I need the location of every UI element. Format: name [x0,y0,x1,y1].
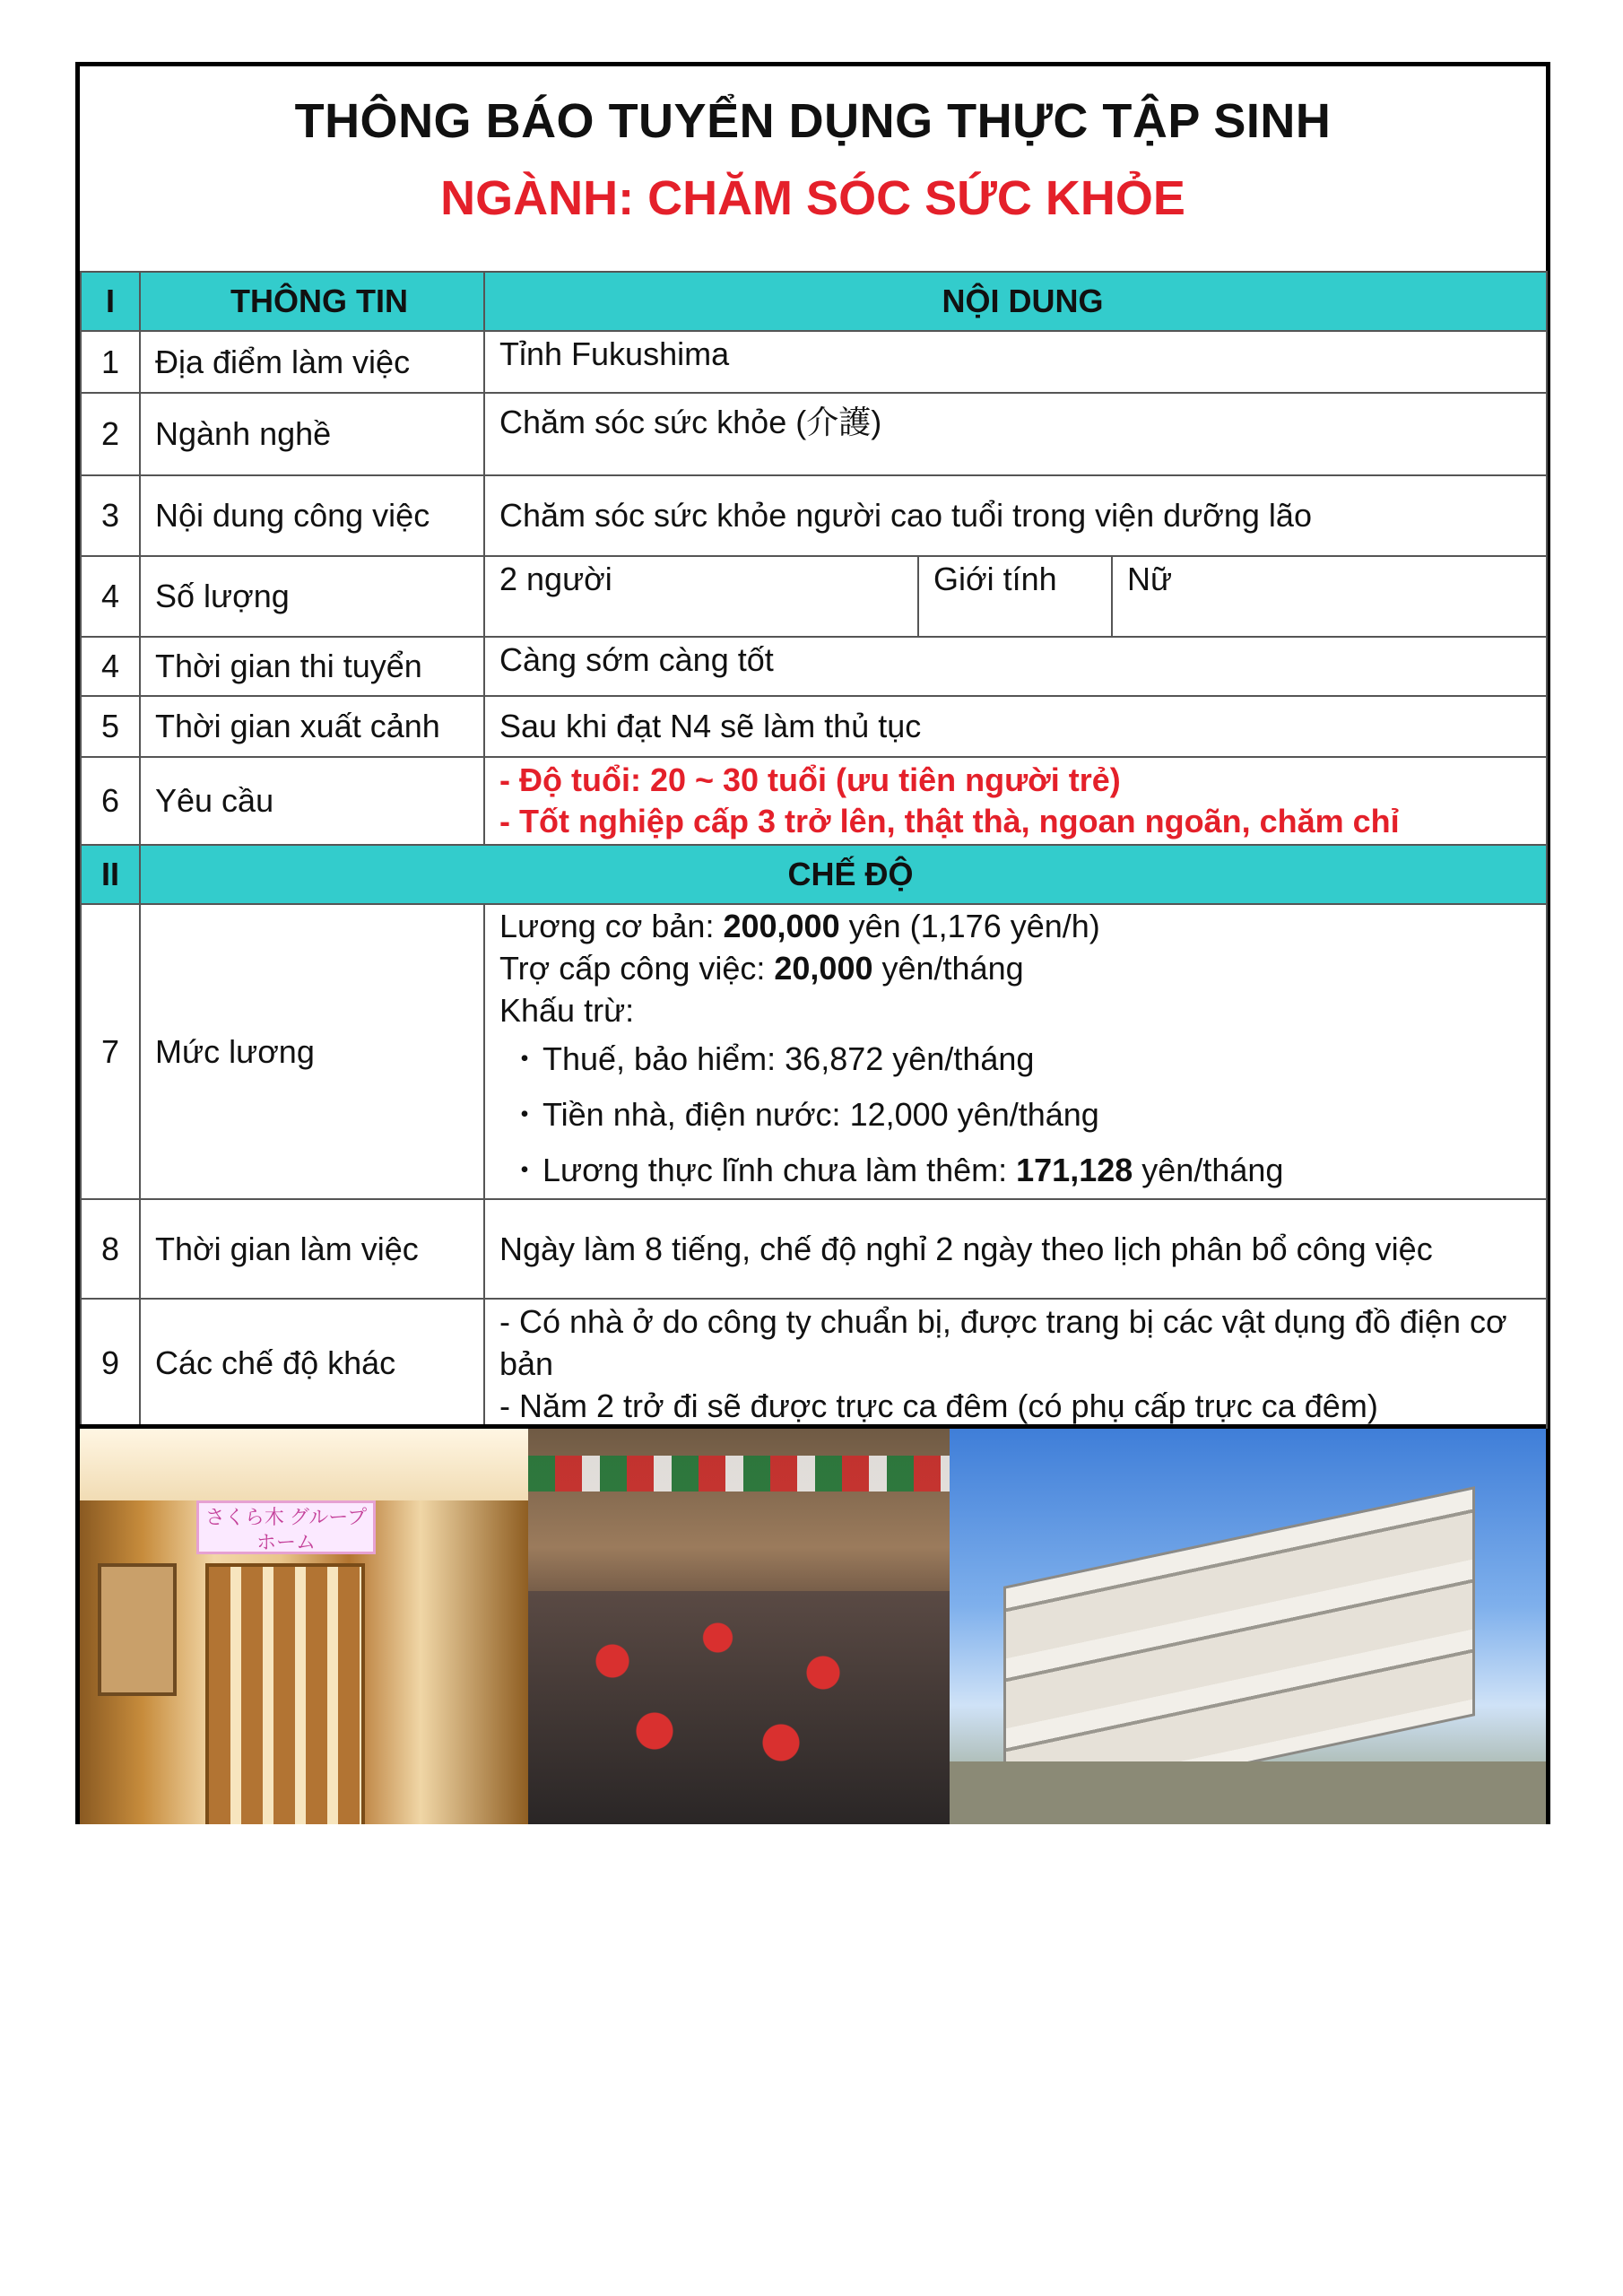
photo-strip [80,1424,1546,1824]
bullet-icon: ・ [508,1096,542,1133]
table-row [81,556,1547,637]
row-label: Địa điểm làm việc [140,331,484,393]
deduction-housing [499,1087,1546,1143]
elderly-residents [528,1591,950,1824]
column-header-content: NỘI DUNG [484,272,1547,331]
wooden-door [205,1563,365,1824]
net-salary-unit: yên/tháng [1133,1152,1284,1188]
allowance-amount: 20,000 [774,950,873,987]
row-number: 7 [81,904,140,1199]
row-value: Chăm sóc sức khỏe người cao tuổi trong viện dưỡng lão [484,475,1547,556]
notice-sheet [75,62,1550,1824]
row-label: Mức lương [140,904,484,1199]
gender-value: Nữ [1112,556,1547,637]
row-number: 3 [81,475,140,556]
deduction-tax [499,1031,1546,1087]
row-value: Chăm sóc sức khỏe (介護) [484,393,1547,475]
row-number: 4 [81,637,140,696]
base-salary-amount: 200,000 [723,908,840,944]
hallway-sign: さくら木 グループホーム [196,1500,376,1554]
row-number: 5 [81,696,140,757]
salary-value [484,904,1547,1199]
bullet-icon: ・ [508,1152,542,1188]
benefit-night-shift: - Năm 2 trở đi sẽ được trực ca đêm (có phụ cấp trực ca đêm) [499,1387,1378,1424]
row-label: Thời gian làm việc [140,1199,484,1299]
row-label: Yêu cầu [140,757,484,845]
net-salary-amount: 171,128 [1016,1152,1133,1188]
row-number: 9 [81,1299,140,1428]
row-label: Thời gian thi tuyển [140,637,484,696]
table-row [81,904,1547,1199]
row-value: Tỉnh Fukushima [484,331,1547,393]
row-value: Sau khi đạt N4 sẽ làm thủ tục [484,696,1547,757]
section-title: CHẾ ĐỘ [140,845,1547,904]
base-salary-label: Lương cơ bản: [499,908,724,944]
notice-board [98,1563,177,1696]
hallway-ceiling [80,1429,528,1500]
deduction-housing-text: Tiền nhà, điện nước: 12,000 yên/tháng [542,1096,1099,1133]
table-row [81,331,1547,393]
ground [950,1761,1546,1824]
column-header-info: THÔNG TIN [140,272,484,331]
title-box [80,66,1546,271]
photo-hallway [80,1429,528,1824]
section-number: I [81,272,140,331]
info-table [80,271,1548,1429]
row-label: Các chế độ khác [140,1299,484,1428]
deduction-tax-text: Thuế, bảo hiểm: 36,872 yên/tháng [542,1040,1035,1077]
table-row [81,696,1547,757]
row-number: 8 [81,1199,140,1299]
photo-nursing-home-building [950,1429,1546,1824]
table-row [81,1199,1547,1299]
table-row [81,1299,1547,1428]
row-label: Thời gian xuất cảnh [140,696,484,757]
table-row [81,757,1547,845]
gender-label: Giới tính [918,556,1112,637]
row-value: Ngày làm 8 tiếng, chế độ nghỉ 2 ngày theo lịch phân bổ công việc [484,1199,1547,1299]
allowance-label: Trợ cấp công việc: [499,950,775,987]
section-header-benefits [81,845,1547,904]
requirement-age: - Độ tuổi: 20 ~ 30 tuổi (ưu tiên người trẻ) [499,761,1121,798]
table-row [81,637,1547,696]
bunting-flags [528,1456,950,1492]
quantity-value: 2 người [484,556,918,637]
row-number: 1 [81,331,140,393]
row-number: 2 [81,393,140,475]
section-number: II [81,845,140,904]
row-number: 4 [81,556,140,637]
requirement-education: - Tốt nghiệp cấp 3 trở lên, thật thà, ngoan ngoãn, chăm chỉ [499,803,1400,839]
row-label: Số lượng [140,556,484,637]
requirements-value [484,757,1547,845]
row-value: Càng sớm càng tốt [484,637,1547,696]
table-row [81,393,1547,475]
benefit-housing: - Có nhà ở do công ty chuẩn bị, được trang bị các vật dụng đồ điện cơ bản [499,1302,1507,1382]
bullet-icon: ・ [508,1040,542,1077]
table-row [81,475,1547,556]
net-salary [499,1143,1546,1198]
base-salary-unit: yên (1,176 yên/h) [839,908,1100,944]
deduction-label: Khấu trừ: [499,992,635,1029]
section-header-info [81,272,1547,331]
allowance [499,947,1546,989]
page-subtitle: NGÀNH: CHĂM SÓC SỨC KHỎE [440,171,1185,225]
page-title: THÔNG BÁO TUYỂN DỤNG THỰC TẬP SINH [294,94,1332,148]
allowance-unit: yên/tháng [872,950,1024,987]
row-label: Nội dung công việc [140,475,484,556]
base-salary [499,905,1546,947]
row-label: Ngành nghề [140,393,484,475]
net-salary-label: Lương thực lĩnh chưa làm thêm: [542,1152,1017,1188]
photo-christmas-party [528,1429,950,1824]
other-benefits-value [484,1299,1547,1428]
row-number: 6 [81,757,140,845]
